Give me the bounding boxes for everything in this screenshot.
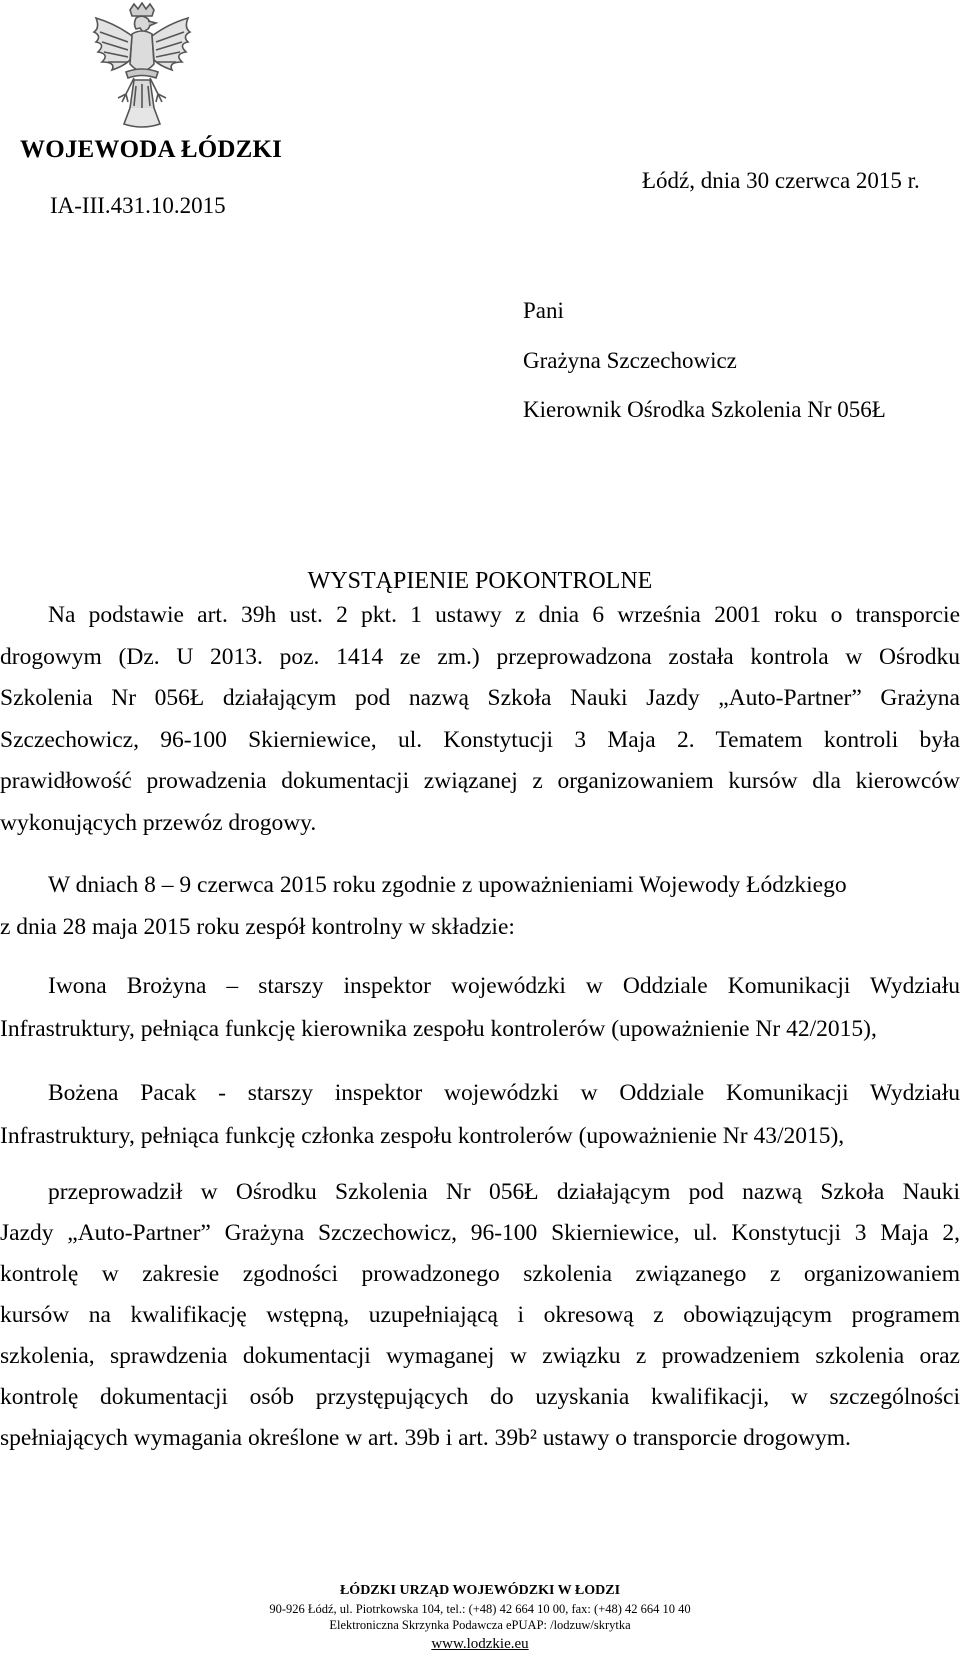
paragraph-line: przeprowadził w Ośrodku Szkolenia Nr 056Ł działającym pod nazwą Szkoła Nauki <box>48 1179 960 1205</box>
paragraph-line: Jazdy „Auto-Partner” Grażyna Szczechowicz, 96-100 Skierniewice, ul. Konstytucji 3 Maja 2, <box>0 1220 960 1246</box>
paragraph-line: szkolenia, sprawdzenia dokumentacji wymaganej w związku z prowadzeniem szkolenia oraz <box>0 1343 960 1369</box>
paragraph-line: kontrolę dokumentacji osób przystępujących do uzyskania kwalifikacji, w szczególności <box>0 1384 960 1410</box>
footer-office-name: ŁÓDZKI URZĄD WOJEWÓDZKI W ŁODZI <box>339 1583 621 1598</box>
paragraph-line: prawidłowość prowadzenia dokumentacji związanej z organizowaniem kursów dla kierowców <box>0 768 960 794</box>
document-date: Łódź, dnia 30 czerwca 2015 r. <box>642 168 920 193</box>
paragraph-line: spełniających wymagania określone w art. 39b i art. 39b² ustawy o transporcie drogowym. <box>0 1425 851 1451</box>
member-line: Iwona Brożyna – starszy inspektor wojewódzki w Oddziale Komunikacji Wydziału <box>48 973 960 999</box>
paragraph-line: Szkolenia Nr 056Ł działającym pod nazwą Szkoła Nauki Jazdy „Auto-Partner” Grażyna <box>0 685 960 711</box>
paragraph-line: Szczechowicz, 96-100 Skierniewice, ul. Konstytucji 3 Maja 2. Tematem kontroli była <box>0 726 960 753</box>
paragraph-line: drogowym (Dz. U 2013. poz. 1414 ze zm.) przeprowadzona została kontrola w Ośrodku <box>0 643 960 670</box>
addressee-name: Grażyna Szczechowicz <box>523 348 737 373</box>
team-member-1 <box>0 965 960 1051</box>
paragraph-legal-basis <box>0 595 960 844</box>
addressee-position: Kierownik Ośrodka Szkolenia Nr 056Ł <box>523 397 886 422</box>
issuer-title: WOJEWODA ŁÓDZKI <box>20 136 283 163</box>
paragraph-line: kursów na kwalifikację wstępną, uzupełniającą i okresową z obowiązującym programem <box>0 1302 960 1328</box>
document-title: WYSTĄPIENIE POKONTROLNE <box>307 568 653 594</box>
addressee-salutation: Pani <box>523 298 564 323</box>
footer-address: 90-926 Łódź, ul. Piotrkowska 104, tel.: (+48) 42 664 10 00, fax: (+48) 42 664 10 40 <box>269 1602 691 1616</box>
paragraph-line: Na podstawie art. 39h ust. 2 pkt. 1 ustawy z dnia 6 września 2001 roku o transporcie <box>48 602 960 628</box>
team-member-2 <box>0 1072 960 1158</box>
paragraph-line: wykonujących przewóz drogowy. <box>0 809 317 836</box>
footer-website-link[interactable]: www.lodzkie.eu <box>431 1636 529 1652</box>
paragraph-scope <box>0 1172 960 1459</box>
paragraph-line: z dnia 28 maja 2015 roku zespół kontrolny w składzie: <box>0 913 515 940</box>
footer-epuap: Elektroniczna Skrzynka Podawcza ePUAP: /lodzuw/skrytka <box>329 1618 631 1632</box>
paragraph-line: kontrolę w zakresie zgodności prowadzonego szkolenia związanego z organizowaniem <box>0 1261 960 1287</box>
paragraph-line: W dniach 8 – 9 czerwca 2015 roku zgodnie z upoważnieniami Wojewody Łódzkiego <box>48 872 847 898</box>
member-line: Infrastruktury, pełniąca funkcję członka zespołu kontrolerów (upoważnienie Nr 43/2015), <box>0 1123 845 1149</box>
member-line: Infrastruktury, pełniąca funkcję kierownika zespołu kontrolerów (upoważnienie Nr 42/2015), <box>0 1016 877 1042</box>
member-line: Bożena Pacak - starszy inspektor wojewódzki w Oddziale Komunikacji Wydziału <box>48 1080 960 1106</box>
case-reference: IA-III.431.10.2015 <box>50 193 226 218</box>
polish-eagle-emblem-icon <box>86 2 198 132</box>
paragraph-team-intro <box>0 865 900 948</box>
